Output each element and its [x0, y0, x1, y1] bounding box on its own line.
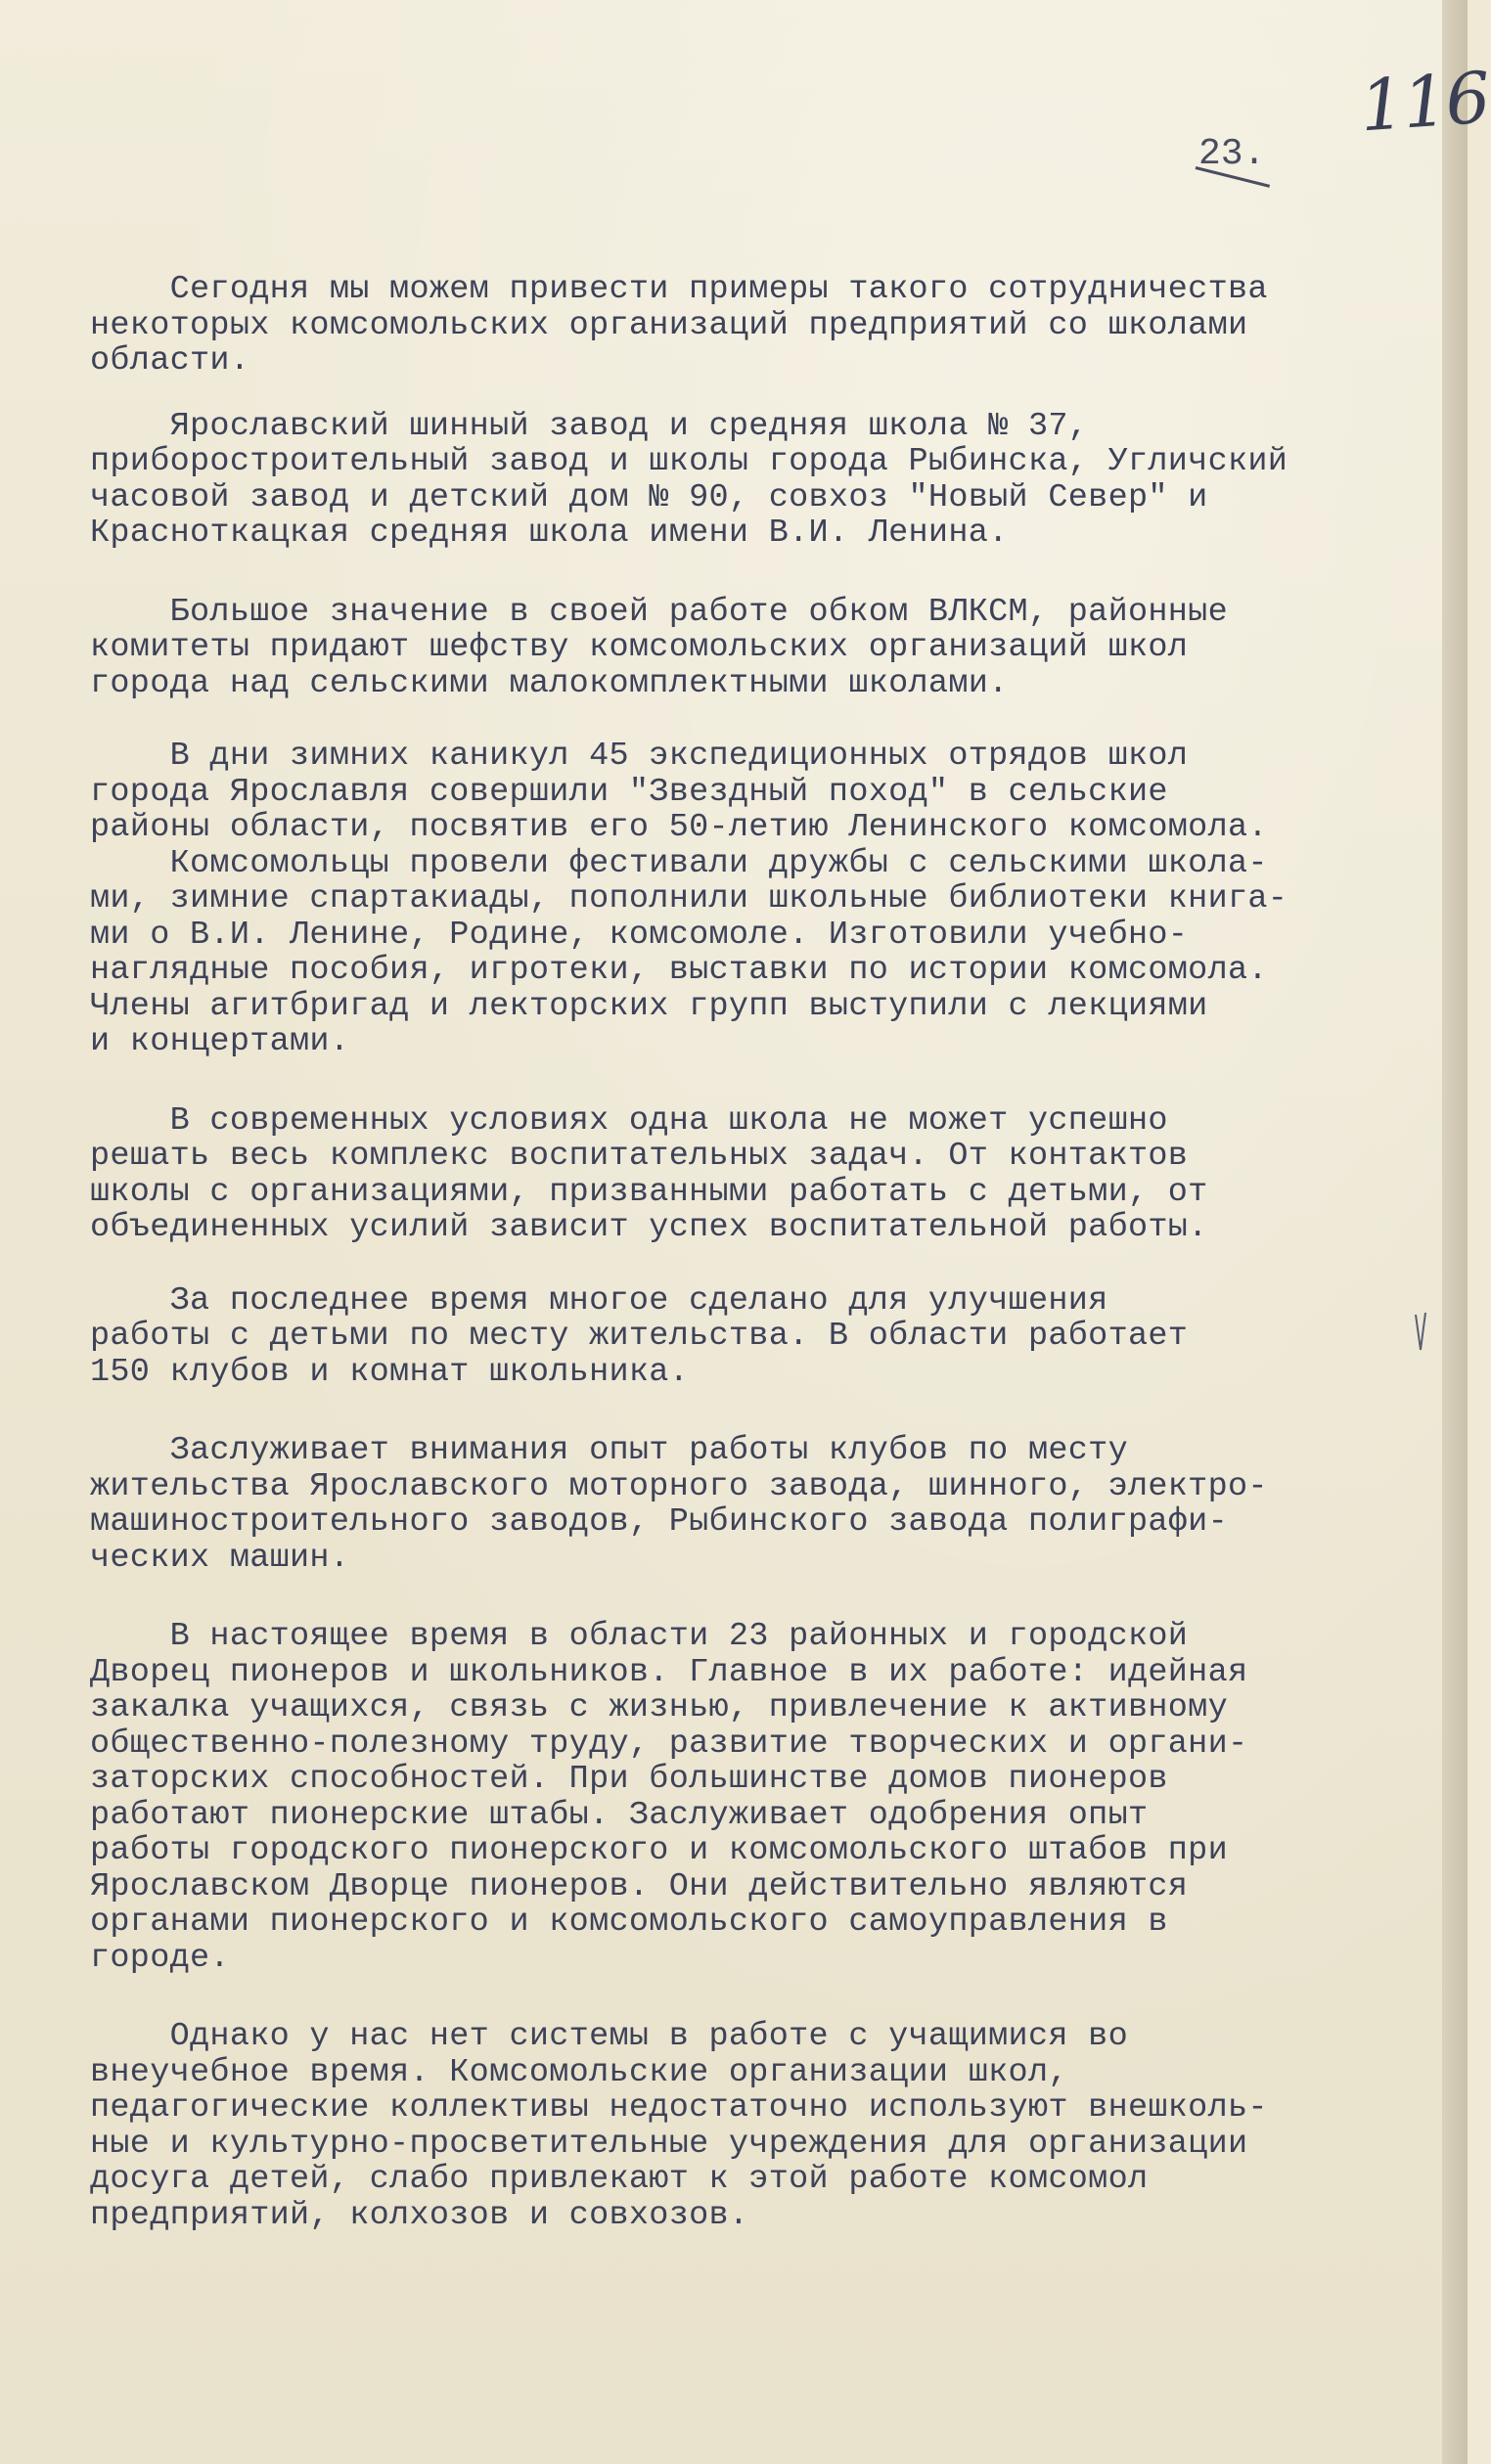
text-line: решать весь комплекс воспитательных задач. От контактов: [90, 1138, 1189, 1175]
text-line: комитеты придают шефству комсомольских организаций школ: [90, 629, 1189, 666]
text-line: ные и культурно-просветительные учреждения для организации: [90, 2125, 1248, 2163]
text-line: Ярославском Дворце пионеров. Они действительно являются: [90, 1867, 1189, 1905]
page-number: 23.: [1198, 133, 1266, 175]
text-line: работают пионерские штабы. Заслуживает одобрения опыт: [90, 1796, 1149, 1834]
text-line: области.: [90, 342, 250, 380]
text-line: объединенных усилий зависит успех воспитательной работы.: [90, 1209, 1208, 1246]
text-line: и концертами.: [90, 1023, 350, 1060]
text-line: Красноткацкая средняя школа имени В.И. Ленина.: [90, 515, 1009, 552]
text-line: В дни зимних каникул 45 экспедиционных отрядов школ: [90, 738, 1189, 775]
text-line: За последнее время многое сделано для улучшения: [90, 1281, 1108, 1320]
document-body: [90, 272, 1450, 2233]
text-line: 150 клубов и комнат школьника.: [90, 1353, 690, 1391]
text-line: Дворец пионеров и школьников. Главное в их работе: идейная: [90, 1653, 1248, 1691]
text-line: Ярославский шинный завод и средняя школа № 37,: [90, 407, 1089, 445]
text-line: органами пионерского и комсомольского самоуправления в: [90, 1904, 1168, 1941]
paragraph-8: [90, 1619, 1450, 1976]
text-line: города над сельскими малокомплектными школами.: [90, 664, 1009, 702]
paragraph-6: [90, 1283, 1450, 1391]
paragraph-9: [90, 2019, 1450, 2233]
text-line: работы городского пионерского и комсомольского штабов при: [90, 1832, 1228, 1869]
text-line: Однако у нас нет системы в работе с учащимися во: [90, 2018, 1128, 2055]
text-line: закалка учащихся, связь с жизнью, привлечение к активному: [90, 1689, 1228, 1726]
text-line: Члены агитбригад и лекторских групп выступили с лекциями: [90, 987, 1208, 1025]
text-line: педагогические коллективы недостаточно используют внешколь-: [90, 2089, 1268, 2127]
text-line: досуга детей, слабо привлекают к этой работе комсомол: [90, 2161, 1149, 2198]
paragraph-2: [90, 409, 1450, 552]
text-line: наглядные пособия, игротеки, выставки по истории комсомола.: [90, 952, 1268, 989]
paragraph-4: [90, 739, 1450, 1060]
text-line: приборостроительный завод и школы города Рыбинска, Угличский: [90, 443, 1288, 480]
text-line: ческих машин.: [90, 1539, 350, 1577]
text-line: внеучебное время. Комсомольские организации школ,: [90, 2053, 1068, 2091]
text-line: заторских способностей. При большинстве домов пионеров: [90, 1761, 1168, 1798]
paragraph-5: [90, 1103, 1450, 1246]
text-line: ми о В.И. Ленине, Родине, комсомоле. Изготовили учебно-: [90, 916, 1189, 954]
paragraph-3: [90, 595, 1450, 702]
text-line: некоторых комсомольских организаций предприятий со школами: [90, 306, 1248, 344]
text-line: Комсомольцы провели фестивали дружбы с сельскими школа-: [90, 844, 1268, 882]
text-line: города Ярославля совершили "Звездный поход" в сельские: [90, 773, 1168, 811]
text-line: общественно-полезному труду, развитие творческих и органи-: [90, 1725, 1248, 1763]
text-line: В настоящее время в области 23 районных и городской: [90, 1618, 1189, 1655]
text-line: районы области, посвятив его 50-летию Ленинского комсомола.: [90, 809, 1268, 846]
archive-folio-number: 116: [1357, 56, 1491, 148]
text-line: Заслуживает внимания опыт работы клубов по месту: [90, 1432, 1128, 1469]
text-line: работы с детьми по месту жительства. В области работает: [90, 1318, 1189, 1355]
text-line: ми, зимние спартакиады, пополнили школьные библиотеки книга-: [90, 880, 1288, 918]
text-line: машиностроительного заводов, Рыбинского завода полиграфи-: [90, 1503, 1228, 1541]
text-line: Сегодня мы можем привести примеры такого сотрудничества: [90, 271, 1268, 308]
paragraph-1: [90, 272, 1450, 380]
text-line: часовой завод и детский дом № 90, совхоз "Новый Север" и: [90, 478, 1208, 516]
text-line: В современных условиях одна школа не может успешно: [90, 1101, 1168, 1140]
text-line: школы с организациями, призванными работать с детьми, от: [90, 1173, 1208, 1211]
text-line: жительства Ярославского моторного завода, шинного, электро-: [90, 1467, 1268, 1505]
text-line: Большое значение в своей работе обком ВЛКСМ, районные: [90, 593, 1228, 631]
paragraph-7: [90, 1433, 1450, 1576]
text-line: городе.: [90, 1939, 230, 1977]
text-line: предприятий, колхозов и совхозов.: [90, 2196, 749, 2234]
